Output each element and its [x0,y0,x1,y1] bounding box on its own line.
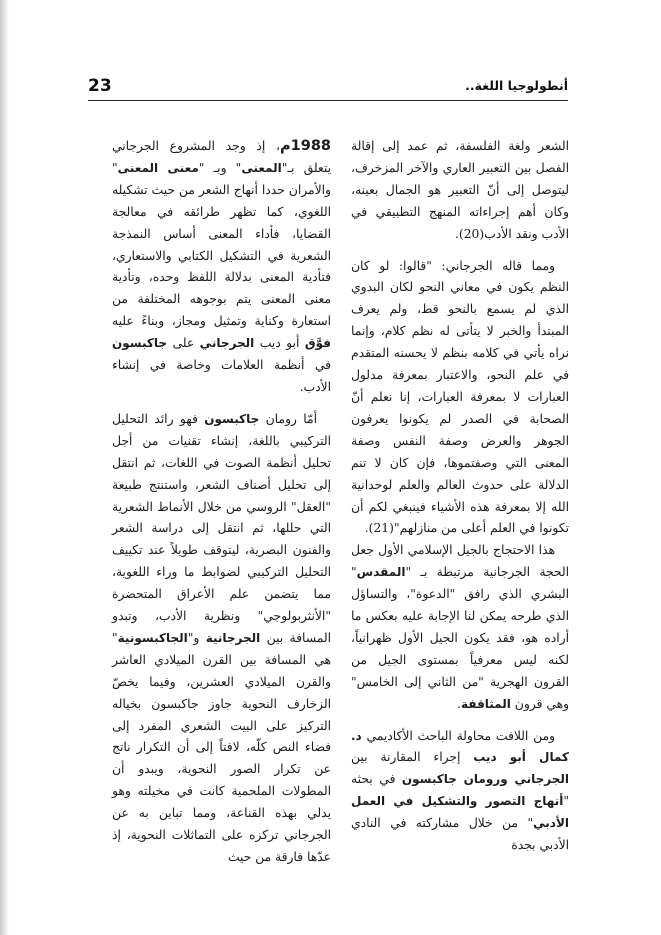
bold-term: أنهاج التصور والتشكيل في العمل الأدبي [351,794,569,831]
paragraph-6 [112,409,331,869]
paragraph-5 [112,136,331,399]
text-run: في أنظمة العلامات وخاصة في إنشاء الأدب. [112,358,331,394]
left-column [112,136,331,869]
running-title: أنطولوجيا اللغة.. [465,78,568,93]
bold-term: جاكبسون [204,411,260,426]
text-run: أمّا رومان [259,411,318,426]
text-run: إجراء المقارنة بين [351,750,474,765]
bold-term: جاكبسون [112,336,168,351]
text-run: " وبـ " [198,160,242,175]
text-run: " من خلال مشاركته في النادي الأدبي بجدة [351,816,569,853]
bold-term: فوَّق [304,336,331,351]
page-number: 23 [88,76,112,96]
header-rule [88,100,568,101]
text-run: " والأمران حددا أنهاج الشعر من حيث تشكيله اللغوي، كما تظهر طرائقه في معالجة القضايا، فأداء المعنى أساس النمذجة الشعرية في التشكيل الكتابي والاستعاري، فتأدية المعنى بدلالة اللفظ وحده، وتأدية معنى المعنى يتم بوجوهه المختلفة من استعارة وكناية وتمثيل ومجاز، وبناءً عليه [112,160,331,329]
bold-term: المقدس [356,565,406,580]
paragraph-4 [351,726,569,857]
quote-text: ومما قاله الجرجاني: "قالوا: لو كان النظم يكون في معاني النحو لكان البدوي الذي لم يسمع بالنحو قط، ولم يعرف المبتدأ والخبر لا يتأتى له نظم كلام، وإنما نراه يأتي في كلامه بنظم لا يحسنه المتقدم في علم النحو، والاعتبار بمعرفة مدلول العبارات لا بمعرفة العبارات، إنا نعلم أنّ الصحابة في الصدر لم يكونوا يعرفون الجوهر والعرض وصفة النفس وصفة المعنى التي وصفتموها، فإن كان لا تنم الدلالة على حدوث العالم والعلم لوحدانية الله إلا بمعرفة هذه الأشياء فينبغي لكم أن تكونوا في العلم أعلى من منازلهم" [351,258,569,536]
bold-term: الجاكبسونية [117,630,188,645]
paragraph-3 [351,540,569,715]
bold-term: الجرجاني ورومان جاكبسون [401,772,570,787]
year-number: 1988م [280,138,331,154]
paragraph-2 [351,256,569,541]
text-run: على [167,336,200,351]
right-column [351,136,569,857]
text-run: أبو ديب [254,336,305,351]
text-run: في بحثه " [351,772,569,809]
paragraph-text: الشعر ولغة الفلسفة، ثم عمد إلى إقالة الفصل بين التعبير العاري والآخر المزخرف، ليتوصل إلى أنّ التعبير هو الجمال بعينه، وكان أهم إجراءاته المنهج التطبيقي في الأدب ونقد الأدب(20). [351,139,569,241]
text-run: " البشري الذي رافق "الدعوة"، والتساؤل الذي طرحه يمكن لنا الإجابة عليه بعكس ما أراده هو، فقد يكون الجيل الأول ظهرانياً، لكنه ليس معرفياً بمستوى الجيل من القرون الهجرية "من الثاني إلى الخامس" وهي قرون [351,565,569,711]
page-edge-shadow [0,0,9,935]
bold-term: معنى المعنى [117,160,199,175]
footnote-ref: (21). [364,521,394,536]
paragraph-1 [351,136,569,246]
bold-term: د. كمال أبو ديب [351,728,569,765]
text-run: و" [187,630,206,645]
text-run: هذا الاحتجاج بالجيل الإسلامي الأول جعل الحجة الجرجانية مرتبطة بـ " [351,543,569,580]
bold-term: المثاقفة [461,696,511,711]
bold-term: الجرجاني [199,336,255,351]
text-run: " هي المسافة بين القرن الميلادي العاشر والقرن الميلادي العشرين، وفيما يخصّ الزخارف النحوية جاوز جاكبسون بخياله التركيز على البيت الشعري المفرد إلى فضاء النص كلّه، لافتاً إلى أن التكرار ناتج عن تكرار الصور النحوية، ويبدو أن المطولات الملحمية كانت في مخيلته وهو يدلي بهذه القناعة، ومما تباين به عن الجرجاني تركزه على التماثلات النحوية، إذ عدّها فارقة من حيث [112,630,331,864]
text-run: ومن اللافت محاولة الباحث الأكاديمي [361,728,555,743]
page-header [88,76,568,102]
text-run: ، إذ وجد المشروع الجرجاني يتعلق بـ" [112,139,331,175]
text-run: فهو رائد التحليل التركيبي باللغة، إنشاء تقنيات من أجل تحليل أنظمة الصوت في اللغات، ثم انتقل إلى تحليل أصناف الشعر، واستنتج طبيعة "العقل" الروسي من خلال الأنماط الشعرية التي حللها، ثم انتقل إلى دراسة الشعر والفنون البصرية، ليتوقف طويلاً عند تكييف التحليل التركيبي لضوابط ما وراء اللغوية، مما يتضمن علم الأعراق المتحضرة "الأنثربولوجي" ونظرية الأدب، وتبدو المسافة بين [112,411,331,645]
bold-term: المعنى [241,160,282,175]
bold-term: الجرجانية [205,630,261,645]
text-run: . [457,696,462,711]
